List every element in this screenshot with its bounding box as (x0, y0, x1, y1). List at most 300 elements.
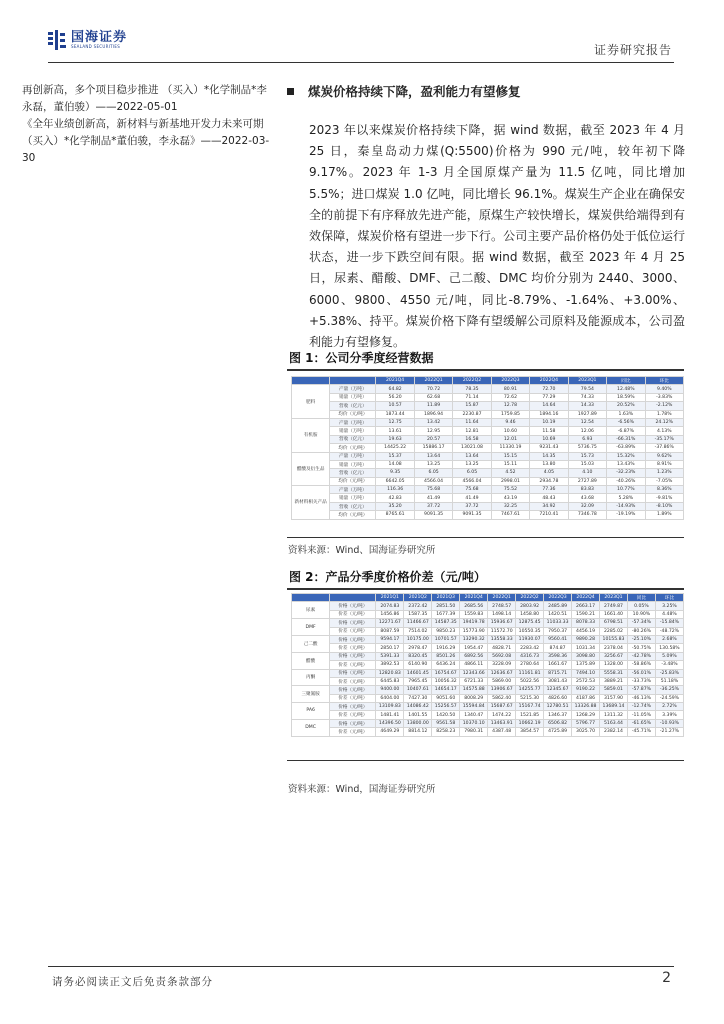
table-cell: 11.58 (530, 427, 568, 435)
table-row (292, 494, 684, 502)
table-row (292, 652, 684, 660)
table-cell: 7950.37 (544, 627, 572, 635)
table-cell: 1.63% (607, 410, 645, 418)
table-row (292, 719, 684, 727)
table-cell: 24.12% (645, 418, 683, 426)
table-cell: -57.87% (627, 686, 655, 694)
table-cell: 11930.07 (516, 635, 544, 643)
table-cell: 13800.00 (404, 719, 432, 727)
table-cell: 77.36 (530, 486, 568, 494)
table-cell: 12875.45 (516, 619, 544, 627)
table-row (292, 669, 684, 677)
table-cell: 1661.67 (544, 661, 572, 669)
table-cell: 130.58% (655, 644, 683, 652)
table-cell: 5558.31 (600, 669, 628, 677)
table-cell: -21.27% (655, 728, 683, 736)
table-cell: 2934.78 (530, 477, 568, 485)
table-cell: 71.14 (453, 393, 491, 401)
table-cell: -3.83% (645, 393, 683, 401)
table-cell: 1340.47 (460, 711, 488, 719)
table-cell: 9231.43 (530, 444, 568, 452)
table-cell: 9.62% (645, 452, 683, 460)
table-cell: -12.74% (627, 703, 655, 711)
table-cell: -37.86% (645, 444, 683, 452)
table-row (292, 644, 684, 652)
table-row (292, 393, 684, 401)
table-cell: 3598.36 (544, 652, 572, 660)
table-cell: 1420.50 (432, 711, 460, 719)
row-group-label: 己二酸 (292, 635, 330, 652)
column-header: 2021Q2 (404, 594, 432, 602)
table-cell: 13290.32 (460, 635, 488, 643)
related-report-item: 《全年业绩创新高，新材料与新基地开发力未来可期（买入）*化学制品*董伯骏，李永磊》——2022-03-30 (22, 118, 270, 164)
table-cell: 1587.35 (404, 610, 432, 618)
table-cell: -42.78% (627, 652, 655, 660)
table-cell: 15.87 (453, 402, 491, 410)
table-row (292, 418, 684, 426)
report-type-label: 证券研究报告 (593, 43, 672, 57)
table-cell: 营收（亿元） (330, 469, 376, 477)
table-row (292, 427, 684, 435)
table-cell: 1927.89 (568, 410, 606, 418)
table-cell: 6.05 (414, 469, 452, 477)
footer-disclaimer: 请务必阅读正文后免责条款部分 (52, 976, 213, 988)
table-cell: 1031.34 (572, 644, 600, 652)
table-cell: -2.12% (645, 402, 683, 410)
table-cell: -35.17% (645, 435, 683, 443)
column-header: 同比 (627, 594, 655, 602)
table-cell: 9561.58 (432, 719, 460, 727)
table-cell: 41.49 (414, 494, 452, 502)
table-cell: 51.18% (655, 677, 683, 685)
table-cell: 5862.40 (488, 694, 516, 702)
table-cell: 15773.90 (460, 627, 488, 635)
table-row (292, 385, 684, 393)
table-cell: 1.78% (645, 410, 683, 418)
table-cell: 2382.14 (600, 728, 628, 736)
table-cell: 1559.83 (460, 610, 488, 618)
table-cell: 5869.00 (488, 677, 516, 685)
table-cell: 64.82 (376, 385, 414, 393)
table-cell: 营收（亿元） (330, 502, 376, 510)
table-cell: 价差（元/吨） (330, 728, 376, 736)
table-cell: 14601.45 (404, 669, 432, 677)
table-cell: 8320.45 (404, 652, 432, 660)
table-cell: 7467.61 (491, 511, 529, 519)
table-cell: 75.68 (414, 486, 452, 494)
table-cell: 19.63 (376, 435, 414, 443)
table-cell: 20.57 (414, 435, 452, 443)
table-cell: 11033.33 (544, 619, 572, 627)
table-cell: 18.59% (607, 393, 645, 401)
column-header: 2021Q4 (460, 594, 488, 602)
table-cell: 2.72% (655, 703, 683, 711)
table-cell: 1481.41 (376, 711, 404, 719)
table-cell: 8814.12 (404, 728, 432, 736)
table-cell: 13.25 (414, 460, 452, 468)
table-cell: 产量（万吨） (330, 418, 376, 426)
table-cell: 8078.33 (572, 619, 600, 627)
table-cell: 12.81 (453, 427, 491, 435)
figure1-table (291, 376, 684, 522)
logo-english: SEALAND SECURITIES (71, 44, 121, 49)
table-cell: 1677.39 (432, 610, 460, 618)
table-cell: -11.05% (627, 711, 655, 719)
table-cell: 4566.04 (414, 477, 452, 485)
table-cell: 1.23% (645, 469, 683, 477)
table-cell: 70.72 (414, 385, 452, 393)
table-cell: 14654.17 (432, 686, 460, 694)
table-row (292, 711, 684, 719)
table-cell: 2372.42 (404, 602, 432, 610)
table-cell: 34.92 (530, 502, 568, 510)
table-cell: 12.48% (607, 385, 645, 393)
table-cell: 9560.41 (544, 635, 572, 643)
table-cell: 15256.57 (432, 703, 460, 711)
table-cell: 13.64 (453, 452, 491, 460)
sealand-logo-icon (48, 30, 66, 50)
table-cell: 8715.71 (544, 669, 572, 677)
table-cell: 10.57 (376, 402, 414, 410)
column-header: 同比 (607, 377, 645, 385)
table-cell: 6798.51 (600, 619, 628, 627)
table-cell: 6404.00 (376, 694, 404, 702)
figure1-bottom-rule (287, 537, 684, 538)
table-cell: 均价（元/吨） (330, 477, 376, 485)
table-cell: 75.52 (491, 486, 529, 494)
table-cell: 116.36 (376, 486, 414, 494)
table-cell: 4456.19 (572, 627, 600, 635)
table-cell: 均价（元/吨） (330, 444, 376, 452)
table-cell: -45.71% (627, 728, 655, 736)
table-cell: 5859.01 (600, 686, 628, 694)
table-cell: 37.72 (414, 502, 452, 510)
table-row (292, 694, 684, 702)
page-number: 2 (662, 970, 671, 986)
table-cell: 价差（元/吨） (330, 711, 376, 719)
table-row (292, 728, 684, 736)
table-cell: 9091.35 (414, 511, 452, 519)
table-cell: 11572.70 (488, 627, 516, 635)
table-cell: 4387.48 (488, 728, 516, 736)
table-cell: 13326.88 (572, 703, 600, 711)
column-header (330, 377, 376, 385)
table-cell: 75.68 (453, 486, 491, 494)
table-cell: 12343.66 (460, 669, 488, 677)
figure1-source: 资料来源：Wind、国海证券研究所 (288, 545, 436, 556)
table-cell: 5.28% (607, 494, 645, 502)
table-cell: 16.58 (453, 435, 491, 443)
table-cell: 77.29 (530, 393, 568, 401)
table-cell: -24.59% (655, 694, 683, 702)
table-cell: 7210.41 (530, 511, 568, 519)
figure2-data-table (291, 593, 684, 737)
table-cell: 10056.32 (432, 677, 460, 685)
table-cell: 79.54 (568, 385, 606, 393)
table-cell: 15.32% (607, 452, 645, 460)
table-cell: 14587.35 (432, 619, 460, 627)
table-cell: 72.70 (530, 385, 568, 393)
table-cell: 5391.33 (376, 652, 404, 660)
table-cell: 4828.71 (488, 644, 516, 652)
table-cell: 1661.40 (600, 610, 628, 618)
figure2-source: 资料来源：Wind，国海证券研究所 (288, 784, 436, 795)
column-header: 环比 (645, 377, 683, 385)
table-row (292, 686, 684, 694)
table-cell: 14086.42 (404, 703, 432, 711)
table-cell: -14.93% (607, 502, 645, 510)
table-cell: -57.34% (627, 619, 655, 627)
column-header: 环比 (655, 594, 683, 602)
table-cell: 1873.44 (376, 410, 414, 418)
table-cell: 14.64 (530, 402, 568, 410)
table-cell: 4566.04 (453, 477, 491, 485)
table-row (292, 635, 684, 643)
table-cell: -7.05% (645, 477, 683, 485)
table-cell: 2748.57 (488, 602, 516, 610)
table-cell: 7427.30 (404, 694, 432, 702)
table-cell: -33.73% (627, 677, 655, 685)
table-row (292, 610, 684, 618)
table-cell: -15.84% (655, 619, 683, 627)
table-cell: 8501.26 (432, 652, 460, 660)
table-cell: 9594.17 (376, 635, 404, 643)
figure2-title: 图 2：产品分季度价格价差（元/吨） (289, 570, 486, 584)
table-row (292, 402, 684, 410)
table-cell: 6642.05 (376, 477, 414, 485)
table-cell: 3892.53 (376, 661, 404, 669)
figure2-table (291, 593, 684, 743)
table-cell: 10550.35 (516, 627, 544, 635)
table-cell: 2978.47 (404, 644, 432, 652)
column-header: 2021Q1 (376, 594, 404, 602)
table-cell: 6436.24 (432, 661, 460, 669)
table-cell: 5163.44 (600, 719, 628, 727)
table-cell: 15.11 (491, 460, 529, 468)
table-row (292, 502, 684, 510)
table-cell: -32.23% (607, 469, 645, 477)
table-cell: 6892.56 (460, 652, 488, 660)
table-cell: 11330.19 (491, 444, 529, 452)
table-cell: 15167.74 (516, 703, 544, 711)
table-cell: 营收（亿元） (330, 435, 376, 443)
table-cell: 3256.67 (600, 652, 628, 660)
table-cell: 2230.87 (453, 410, 491, 418)
table-cell: 3081.43 (544, 677, 572, 685)
table-cell: 10662.19 (516, 719, 544, 727)
table-cell: 1328.00 (600, 661, 628, 669)
table-row (292, 410, 684, 418)
table-cell: 3025.70 (572, 728, 600, 736)
table-cell: 价差（元/吨） (330, 627, 376, 635)
table-cell: 10.60 (491, 427, 529, 435)
table-cell: 12.78 (491, 402, 529, 410)
figure2-top-rule (287, 588, 684, 590)
column-header: 2022Q2 (453, 377, 491, 385)
table-cell: 72.62 (491, 393, 529, 401)
row-group-label: 醋酸及衍生品 (292, 452, 330, 486)
table-cell: 9.46 (491, 418, 529, 426)
related-report-item: 再创新高，多个项目稳步推进 （买入）*化学制品*李永磊，董伯骏）——2022-05-01 (22, 84, 267, 113)
table-cell: 2283.42 (516, 644, 544, 652)
table-cell: 产量（万吨） (330, 385, 376, 393)
table-cell: 10.69 (530, 435, 568, 443)
table-cell: 78.35 (453, 385, 491, 393)
table-cell: 11161.81 (516, 669, 544, 677)
table-cell: 10155.83 (600, 635, 628, 643)
table-cell: 销量（万吨） (330, 393, 376, 401)
table-cell: 2851.50 (432, 602, 460, 610)
table-cell: 1916.29 (432, 644, 460, 652)
table-cell: 4.10 (568, 469, 606, 477)
column-header: 2022Q4 (530, 377, 568, 385)
table-row (292, 486, 684, 494)
table-cell: 5215.30 (516, 694, 544, 702)
table-cell: 13463.91 (488, 719, 516, 727)
table-row (292, 677, 684, 685)
table-cell: 2998.01 (491, 477, 529, 485)
table-cell: 10370.10 (460, 719, 488, 727)
column-header: 2022Q1 (488, 594, 516, 602)
figure1-top-rule (287, 369, 684, 371)
table-row (292, 703, 684, 711)
table-cell: 价格（元/吨） (330, 703, 376, 711)
table-cell: 14.35 (530, 452, 568, 460)
table-cell: 10.77% (607, 486, 645, 494)
table-cell: 1498.14 (488, 610, 516, 618)
table-cell: 1311.32 (600, 711, 628, 719)
table-cell: -80.26% (627, 627, 655, 635)
table-cell: 3098.80 (572, 652, 600, 660)
table-cell: -36.25% (655, 686, 683, 694)
footer-divider (48, 966, 674, 967)
logo-name: 国海证券 (71, 30, 128, 45)
table-cell: 8008.29 (460, 694, 488, 702)
table-cell: -56.01% (627, 669, 655, 677)
row-group-label: 尿素 (292, 602, 330, 619)
table-cell: 价格（元/吨） (330, 686, 376, 694)
table-cell: -61.65% (627, 719, 655, 727)
company-logo (48, 30, 127, 50)
table-cell: 营收（亿元） (330, 402, 376, 410)
related-reports (22, 82, 270, 167)
table-row (292, 619, 684, 627)
table-cell: -25.10% (627, 635, 655, 643)
table-cell: -63.89% (607, 444, 645, 452)
table-cell: 9850.23 (432, 627, 460, 635)
table-cell: 1346.37 (544, 711, 572, 719)
table-cell: 14.08 (376, 460, 414, 468)
table-cell: 13558.33 (488, 635, 516, 643)
table-cell: 1896.94 (414, 410, 452, 418)
row-group-label: 三聚氰胺 (292, 686, 330, 703)
table-cell: 3854.57 (516, 728, 544, 736)
table-row (292, 661, 684, 669)
table-cell: 15.73 (568, 452, 606, 460)
table-cell: 5.09% (655, 652, 683, 660)
table-cell: 3889.21 (600, 677, 628, 685)
table-cell: 35.20 (376, 502, 414, 510)
table-cell: 2074.83 (376, 602, 404, 610)
row-group-label: 新材料相关产品 (292, 486, 330, 520)
table-cell: 价格（元/吨） (330, 619, 376, 627)
table-cell: 11.64 (453, 418, 491, 426)
table-cell: 14.33 (568, 402, 606, 410)
table-cell: 13.43% (607, 460, 645, 468)
row-group-label: PA6 (292, 703, 330, 720)
table-cell: 12.75 (376, 418, 414, 426)
table-cell: 4187.86 (572, 694, 600, 702)
table-cell: 41.49 (453, 494, 491, 502)
table-cell: 42.83 (376, 494, 414, 502)
table-cell: 9051.60 (432, 694, 460, 702)
table-cell: -58.86% (627, 661, 655, 669)
table-cell: 1458.80 (516, 610, 544, 618)
table-cell: -25.83% (655, 669, 683, 677)
column-header: 2022Q1 (414, 377, 452, 385)
section-title: 煤炭价格持续下降，盈利能力有望修复 (308, 84, 521, 99)
table-cell: 1.89% (645, 511, 683, 519)
table-cell: 2749.87 (600, 602, 628, 610)
table-cell: 1474.22 (488, 711, 516, 719)
column-header: 2022Q3 (491, 377, 529, 385)
table-row (292, 602, 684, 610)
table-cell: 5796.77 (572, 719, 600, 727)
table-cell: 2285.02 (600, 627, 628, 635)
table-cell: 4.05 (530, 469, 568, 477)
table-cell: 2.68% (655, 635, 683, 643)
row-group-label: 肥料 (292, 385, 330, 419)
table-cell: -6.56% (607, 418, 645, 426)
table-cell: 10175.00 (404, 635, 432, 643)
table-cell: 10.19 (530, 418, 568, 426)
table-cell: 6445.83 (376, 677, 404, 685)
table-cell: 19419.78 (460, 619, 488, 627)
column-header: 2023Q1 (568, 377, 606, 385)
table-cell: 6506.82 (544, 719, 572, 727)
table-cell: 8765.61 (376, 511, 414, 519)
table-cell: -40.26% (607, 477, 645, 485)
table-cell: 3157.90 (600, 694, 628, 702)
table-cell: 价差（元/吨） (330, 644, 376, 652)
table-cell: 16754.67 (432, 669, 460, 677)
table-row (292, 627, 684, 635)
table-cell: 15.03 (568, 460, 606, 468)
table-cell: 1590.21 (572, 610, 600, 618)
table-cell: 1521.85 (516, 711, 544, 719)
table-cell: 13.64 (414, 452, 452, 460)
table-cell: 6.93 (568, 435, 606, 443)
table-cell: 2850.17 (376, 644, 404, 652)
table-cell: 15886.17 (414, 444, 452, 452)
table-cell: -6.87% (607, 427, 645, 435)
table-cell: 14396.50 (376, 719, 404, 727)
table-cell: 2378.04 (600, 644, 628, 652)
table-cell: 2572.53 (572, 677, 600, 685)
table-cell: 5022.56 (516, 677, 544, 685)
table-cell: 15687.67 (488, 703, 516, 711)
header-divider (48, 62, 674, 63)
table-cell: 价差（元/吨） (330, 661, 376, 669)
table-cell: 价格（元/吨） (330, 635, 376, 643)
table-cell: 9091.35 (453, 511, 491, 519)
table-cell: -3.48% (655, 661, 683, 669)
column-header: 2023Q1 (600, 594, 628, 602)
table-cell: -8.10% (645, 502, 683, 510)
table-cell: 11.89 (414, 402, 452, 410)
table-cell: 5692.08 (488, 652, 516, 660)
table-cell: -10.93% (655, 719, 683, 727)
